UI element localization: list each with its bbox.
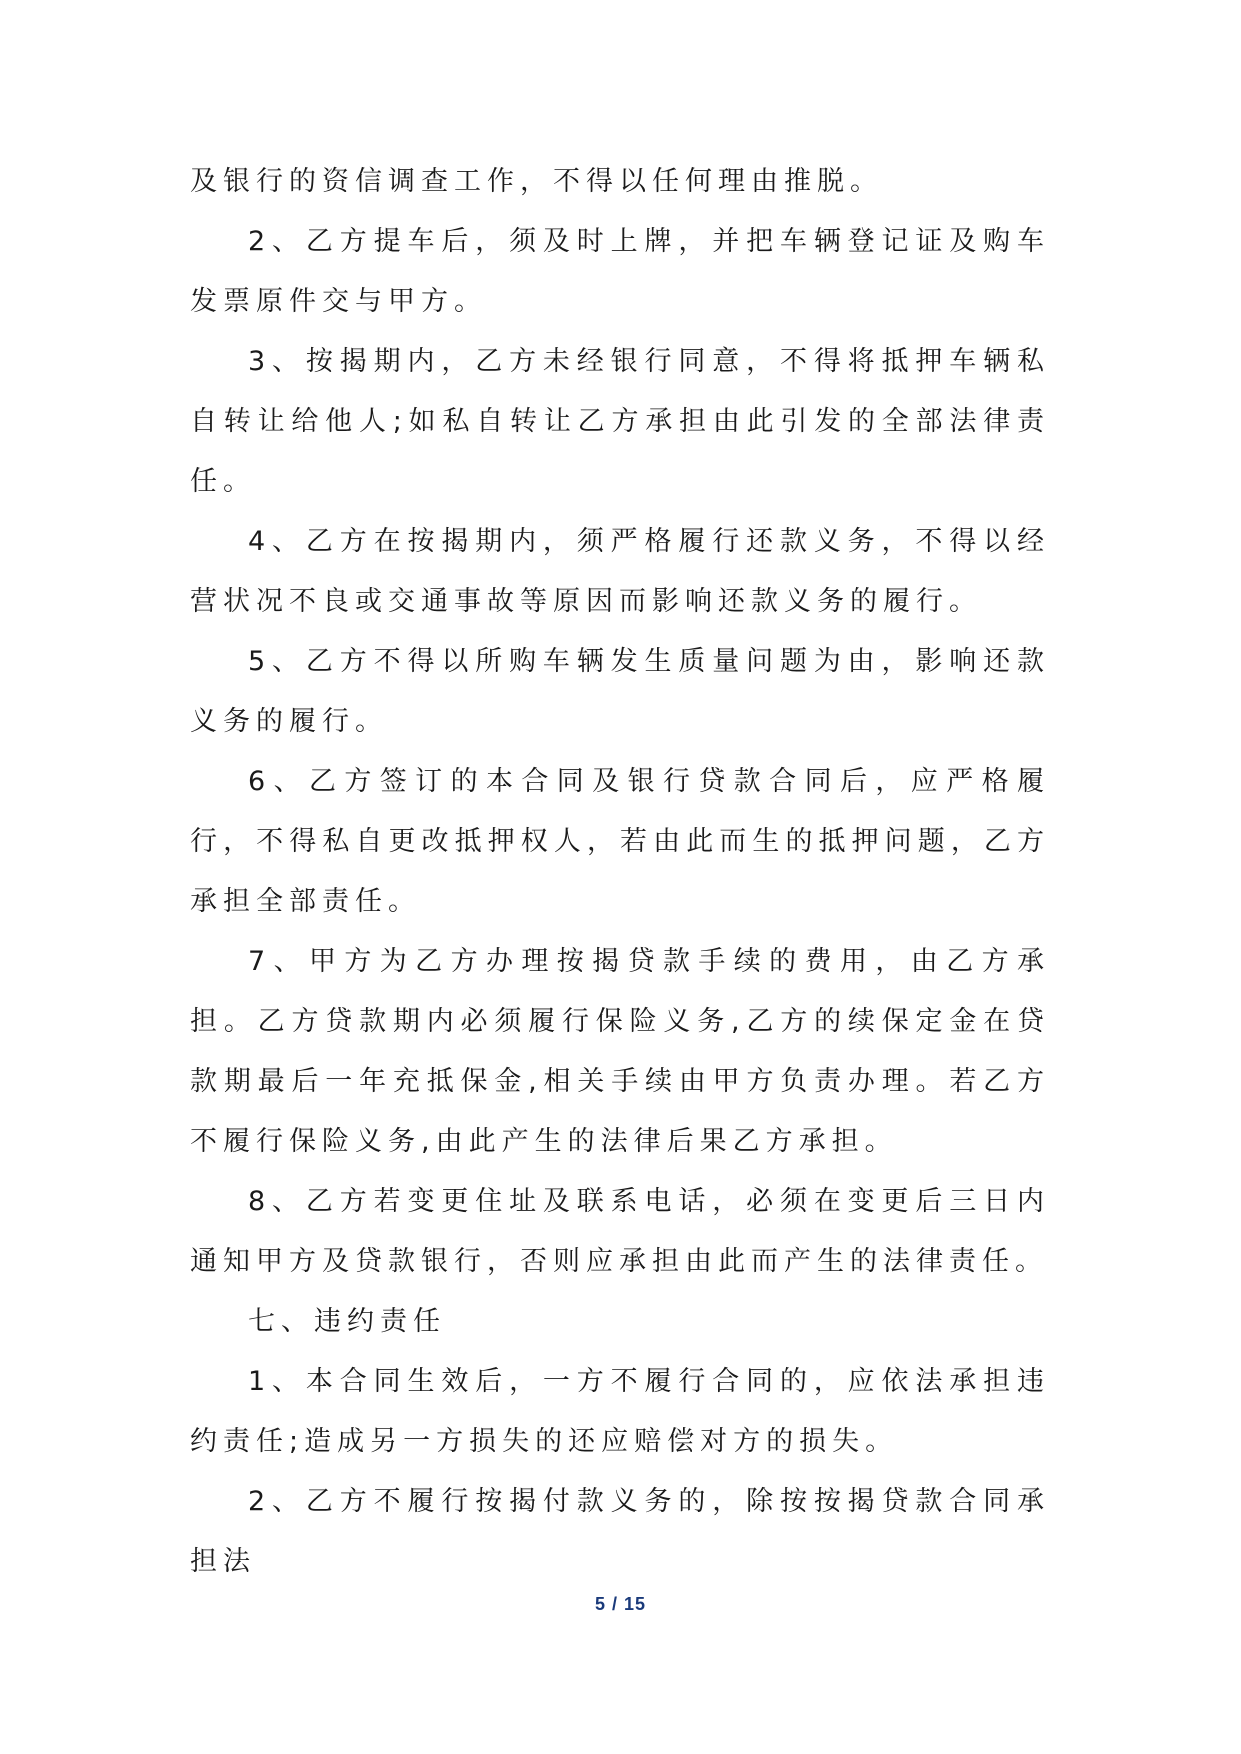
page-number: 5 / 15: [594, 1594, 647, 1614]
clause-5: 5、乙方不得以所购车辆发生质量问题为由，影响还款义务的履行。: [190, 646, 1050, 737]
clause-7: 7、甲方为乙方办理按揭贷款手续的费用，由乙方承担。乙方贷款期内必须履行保险义务,乙方的续保定金在贷款期最后一年充抵保金,相关手续由甲方负责办理。若乙方不履行保险义务,由此产生的法律后果乙方承担。: [190, 946, 1050, 1157]
breach-clause-2: 2、乙方不履行按揭付款义务的，除按按揭贷款合同承担法: [190, 1486, 1050, 1577]
section-heading-breach: 七、违约责任: [248, 1306, 446, 1337]
clause-8: 8、乙方若变更住址及联系电话，必须在变更后三日内通知甲方及贷款银行，否则应承担由此而产生的法律责任。: [190, 1186, 1050, 1277]
breach-clause-1: 1、本合同生效后，一方不履行合同的，应依法承担违约责任;造成另一方损失的还应赔偿对方的损失。: [190, 1366, 1050, 1457]
document-body: [190, 152, 1050, 1592]
clause-2: 2、乙方提车后，须及时上牌，并把车辆登记证及购车发票原件交与甲方。: [190, 226, 1050, 317]
clause-3: 3、按揭期内，乙方未经银行同意，不得将抵押车辆私自转让给他人;如私自转让乙方承担由此引发的全部法律责任。: [190, 346, 1050, 497]
clause-6: 6、乙方签订的本合同及银行贷款合同后，应严格履行，不得私自更改抵押权人，若由此而生的抵押问题，乙方承担全部责任。: [190, 766, 1050, 917]
clause-4: 4、乙方在按揭期内，须严格履行还款义务，不得以经营状况不良或交通事故等原因而影响还款义务的履行。: [190, 526, 1050, 617]
paragraph-continuation: 及银行的资信调查工作，不得以任何理由推脱。: [190, 166, 883, 197]
